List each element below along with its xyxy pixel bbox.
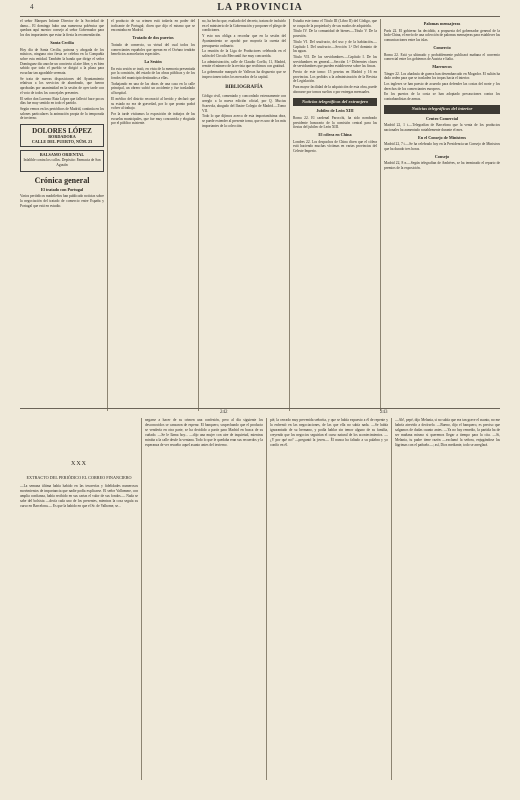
article-text: Madrid 22, 1 t.—Telegrafían de Barcelona que la venta de los productos nacionales ha aumentado notablemente durante el mes. <box>384 123 500 132</box>
article-heading: El cólera en China <box>318 132 352 138</box>
article-text: Estudia este tomo el Título III (Libro II) del Código, que se ocupa de la propiedad y de sus modos de adquirirla. <box>293 19 377 28</box>
column-2 <box>111 19 195 411</box>
column-divider <box>198 19 199 411</box>
masthead <box>0 0 520 16</box>
article-text: Para mayor facilidad de la adquisición de esta obra, puede abonarse por tomos sueltos o por entregas mensuales. <box>293 85 377 94</box>
article-text: no, ha hecho que, exaltado del decreto, tratara de incluirlo en el ministerio de la Gobernación y proponer el pliego de condiciones. <box>202 19 286 33</box>
article-text: Tratado de comercio, su virtud del cual todos los comerciantes españoles que operan en el Océano tendrán beneficios arancelarios especiales. <box>111 42 195 57</box>
section-title: Crónica general <box>34 175 90 185</box>
folletin-page-left: 242 <box>220 410 228 415</box>
folletin-text: —La semana última había habido en las tesorerías y fidelidades numerosos movimientos de importancia que nadie podía explicarse. El señor Vallomme, con amplia confianza, había recibido en sus cartas el valor de sus fondos.— Nada se sabe del bolsista —decía cada uno de los presentes, mientras la cosa seguía su curso en Barcelona.— Es que la habido en que el Sr. de Valhome, se... <box>20 484 138 508</box>
article-text: Se trata de nuevas disposiciones del Ayuntamiento relativas a los servicios de alumbrado, que fueron aprobadas por unanimidad en la sesión de ayer tarde con el voto de todos los concejales presentes. <box>20 76 104 95</box>
newspaper-title: LA PROVINCIA <box>217 2 303 13</box>
column-divider <box>391 418 392 780</box>
article-text: La gobernador marqués de Vallecas ha dispuesto que se inspeccionen todos los mercados de la capital. <box>202 70 286 79</box>
article-heading: Palomas mensajeras <box>423 21 461 26</box>
column-4 <box>293 19 377 411</box>
section-banner: Noticias telegráficas del extranjero <box>293 98 377 107</box>
column-3 <box>202 19 286 411</box>
article-text: La administración, calle de Claudio Coello, 11, Madrid, remite el número de la revista que recibimos con gratitud. <box>202 59 286 69</box>
article-text: Y esto nos obliga a recordar que en la sesión del Ayuntamiento se aprobó por mayoría la cuenta del presupuesto ordinario. <box>202 34 286 48</box>
folletin-title: EXTRACTO DEL PERIÓDICO EL CORREO FINANCIERO <box>26 475 132 480</box>
section-banner: Noticias telegráficas del interior <box>384 105 500 114</box>
folletin-column-4 <box>395 418 500 780</box>
folletin-column-1 <box>20 418 138 780</box>
column-divider <box>266 418 267 780</box>
article-text: En los puertos de la costa se han adoptado precauciones contra los contrabandistas de armas. <box>384 92 500 102</box>
article-text: Título VII. De las servidumbres.—Capítulo I. De las servidumbres en general.—Sección 1.ª Diferentes clases de servidumbres que pueden establecerse sobre las fincas. <box>293 54 377 69</box>
article-text: Según vemos en los periódicos de Madrid, continúa en los salones particulares la animación propia de la temporada de invierno. <box>20 106 104 121</box>
folletin-page-mid: 243 <box>380 410 388 415</box>
ad-address: CALLE DEL PUERTO, NÚM. 23 <box>31 138 93 144</box>
article-text: Trabajando en una de las obras de una casa en la calle principal, un obrero sufrió un accidente y fue trasladado al hospital. <box>111 81 195 96</box>
folletin-text: pié, la cerrado muy prevenida señorita, y que se había expuesto a él de repente y la enfrentó en las negociaciones, de las que ella no sabía nada. —Se había ignorantado de su hermano, y podía hablar sin temor alguno de su familia, creyendo que los negocios seguirían el curso natural de los acontecimientos. —¿Y por qué no? —preguntó la joven—. Él nunca ha faltado a su palabra y yo confío en él. <box>270 418 388 447</box>
article-heading: La Sesión <box>144 58 162 64</box>
article-text: Londres 22. Los despachos de China dicen que el cólera está haciendo muchas víctimas en varias provincias del Celeste Imperio. <box>293 139 377 154</box>
column-divider <box>107 19 108 411</box>
ad-title: DOLORES LÓPEZ <box>32 127 92 136</box>
article-text: Hoy día de Santa Cecilia, patrona y abogada de los músicos, ninguna otra fiesta se celebra en la Compañía sobre esta entidad. También la banda que dirige el señor Domínguez dio anoche un concierto al aire libre, y es bien sabido que todo el pueblo se dirigió a la plaza para escuchar tan agradable serenata. <box>20 47 104 76</box>
column-5 <box>384 19 500 411</box>
ad-title: BALSAMO ORIENTAL <box>39 152 85 158</box>
chapter-number: XXX <box>71 461 87 467</box>
article-text: Título IV. De la comunidad de bienes.—Título V. De la posesión. <box>293 29 377 39</box>
section-title: BIBLIOGRAFÍA <box>225 85 263 91</box>
advertisement-balsamo <box>20 150 104 171</box>
ad-subtitle: BORDADORA <box>48 134 76 140</box>
article-text: Título VI. Del usufructo, del uso y de la habitación.—Capítulo I. Del usufructo.—Sección 1.ª Del dominio de las aguas. <box>293 39 377 54</box>
article-text: Madrid 22, 8 n.—Según telegrafían de Ambéres, se ha terminado el reparto de premios de la exposición. <box>384 161 500 171</box>
article-text: Todo lo que dijimos acerca de esta importantísima obra, se puede extender al presente tomo, que es uno de los más importantes de la colección. <box>202 114 286 128</box>
column-divider <box>141 418 142 780</box>
folletin-column-2 <box>145 418 263 780</box>
article-text: En esta sesión se trató, en vista de la memoria presentada por la comisión, del estado de las obras públicas y de los fondos del municipio destinados a ellas. <box>111 66 195 81</box>
article-text: Por la tarde visitamos la exposición de trabajos de las escuelas municipales, que fue muy concurrida y elogiada por el público asistente. <box>111 111 195 126</box>
advertisement-dolores-lopez <box>20 124 104 147</box>
article-text: El médico del distrito reconoció al herido y declaró que su estado no era de gravedad, por lo que pronto podrá volver al trabajo. <box>111 96 195 111</box>
folletin-column-3 <box>270 418 388 780</box>
article-text: El señor don Lorenzo Ruiz López que falleció hace pocos días fue muy sentido en todo el partido. <box>20 96 104 106</box>
article-text: París 22. El gobierno ha decidido, a propuesta del gobernador general de la Indo-China, el envío de una colección de palomas mensajeras para establecer las comunicaciones entre las islas. <box>384 28 500 43</box>
article-heading: Marruecos <box>432 63 452 69</box>
article-text: Roma 22. El cardenal Parocchi, ha sido nombrado presidente honorario de la comisión central para las fiestas del jubileo de León XIII. <box>293 115 377 130</box>
article-heading: Centro Comercial <box>425 115 459 121</box>
article-heading: Comercio <box>433 44 451 50</box>
article-heading: El tratado con Portugal <box>40 186 84 192</box>
article-text: La reunión de la Liga de Productores celebrada en el salón del Círculo Mercantil fue muy concurrida. <box>202 49 286 58</box>
article-heading: Santa Cecilia <box>50 39 74 45</box>
ad-text: Infalible contra los callos. Depósito: Farmacia de San Agustín <box>23 158 101 167</box>
article-heading: Consejo <box>434 153 450 159</box>
folletin-rule <box>20 408 500 409</box>
header-rule <box>20 16 500 17</box>
article-heading: Jubileo de León XIII <box>316 108 354 114</box>
article-text: Madrid 22, 7 t.—Se ha celebrado hoy en la Presidencia un Consejo de Ministros que ha durado tres horas. <box>384 142 500 152</box>
column-1 <box>20 19 104 411</box>
article-text: Roma 22. Está ya ultimado y probablemente publicará mañana el convenio comercial entre los gobiernos de Austria e Italia. <box>384 52 500 62</box>
column-divider <box>289 19 290 411</box>
article-text: el producto de su crimen está todavía en poder del traficante de Portugal; dicen que dijo el mismo que se encontraba en Madrid. <box>111 19 195 33</box>
article-text: Precio de este tomo: 15 pesetas en Madrid y 16 en provincias. Los pedidos a la administración de la Revista de Legislación. <box>293 70 377 84</box>
column-divider <box>380 19 381 411</box>
article-heading: Tratado de dos puertos <box>132 35 174 41</box>
article-text: Varios periódicos madrileños han publicado noticias sobre la negociación del tratado de comercio entre España y Portugal que está en estudio. <box>20 194 104 208</box>
folletin-text: negarse a hacer de su crimen una confesión, pero al día siguiente los desconocidos se cansaron de esperar. El banquero, sospechando que el producto se vendería en otra parte, se ha decidido a partir para Madrid en busca de su cuñado. —Se le llama hoy... —dijo una mujer con aire de inquietud, mientras miraba a la calle desde la ventana. Todo lo que le quedaba eran sus recuerdos y la esperanza de ver resuelto aquel asunto antes del invierno. <box>145 418 263 447</box>
article-text: Tánger 22. Los ahadasía de guerra han desembarcado en Mogador. El sultán ha dado orden para que se trasladen los tropas hacia el interior. <box>384 71 500 81</box>
article-text: Código civil, comentado y concordado extensamente con arreglo a la nueva edición oficial, por Q. Mucius Scaevola, abogado del Ilustre Colegio de Madrid.—Tomo VII. <box>202 94 286 113</box>
folletin-text: —Ah!, pepé, dijo Melania, si no sabía que era tan grave el asunto, no me habría atrevido a decírselo. —Bueno, dijo el banquero, es preciso que salgamos de dudas cuanto antes. —Ya no hay remedio, la partida ha de ser mañana mismo si queremos llegar a tiempo para la cita. —Si, Melania, tu padre tiene razón —exclamó la señora, enjugándose las lágrimas con el pañuelo—; así, Dios mediante, todo se arreglará. <box>395 418 500 447</box>
article-text: el señor Marques Infante Director de la Sociedad de dama... El domingo hubo una numerosa polémica que quedara aquí nuestro consejo al señor Gobernador para los dos importantes que estar la fiesta la recomendación. <box>20 19 104 38</box>
article-heading: En el Consejo de Ministros <box>417 134 467 140</box>
article-text: Los ingleses se han puesto de acuerdo para defender las costas del norte y los derechos de los comerciantes europeos. <box>384 82 500 91</box>
page-number: 4 <box>30 3 35 11</box>
